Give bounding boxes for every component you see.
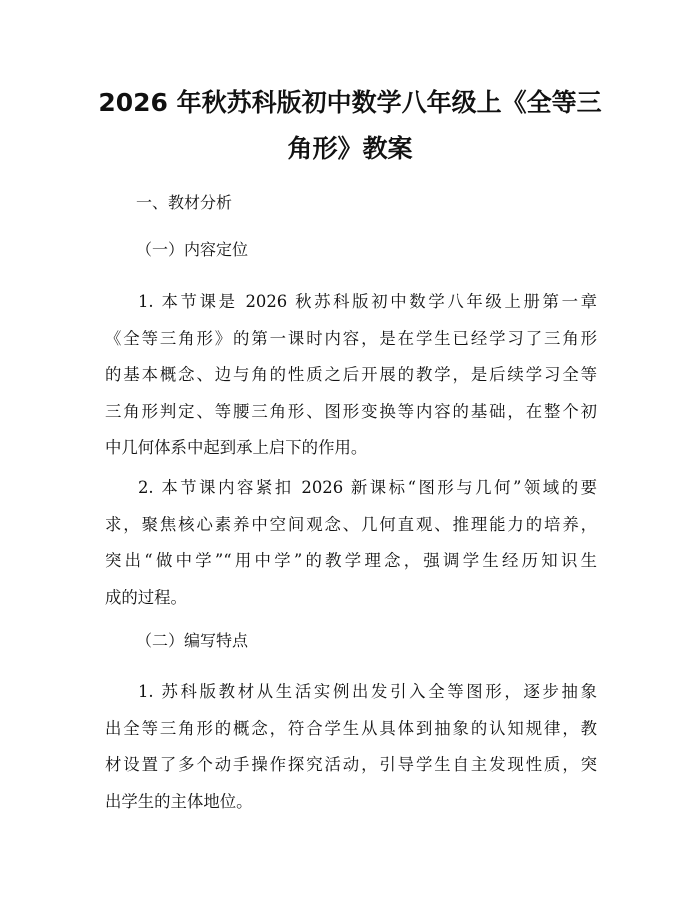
paragraph-line: 成的过程。 — [105, 587, 187, 607]
document-title — [92, 80, 608, 172]
paragraph-line: 出学生的主体地位。 — [105, 791, 253, 811]
paragraph-line: 中几何体系中起到承上启下的作用。 — [105, 438, 368, 457]
paragraph-line: 1. 苏科版教材从生活实例出发引入全等图形，逐步抽象 — [138, 682, 597, 701]
paragraph — [105, 470, 597, 616]
subsection-heading: （一）内容定位 — [136, 240, 249, 259]
paragraph — [105, 284, 597, 467]
paragraph-line: 1. 本节课是 2026 秋苏科版初中数学八年级上册第一章 — [138, 292, 597, 311]
paragraph-line: 《全等三角形》的第一课时内容，是在学生已经学习了三角形 — [105, 328, 597, 348]
title-line: 2026 年秋苏科版初中数学八年级上《全等三 — [98, 88, 602, 117]
paragraph-line: 2. 本节课内容紧扣 2026 新课标“图形与几何”领域的要 — [138, 478, 597, 497]
paragraph-line: 的基本概念、边与角的性质之后开展的教学，是后续学习全等 — [105, 365, 597, 384]
paragraph-line: 材设置了多个动手操作探究活动，引导学生自主发现性质，突 — [105, 755, 597, 774]
paragraph — [105, 674, 597, 820]
paragraph-line: 求，聚焦核心素养中空间观念、几何直观、推理能力的培养， — [105, 514, 597, 534]
section-heading: 一、教材分析 — [136, 193, 233, 212]
title-line: 角形》教案 — [287, 134, 413, 163]
paragraph-line: 突出“做中学”“用中学”的教学理念，强调学生经历知识生 — [105, 551, 597, 570]
subsection-heading: （二）编写特点 — [136, 631, 249, 650]
paragraph-line: 出全等三角形的概念，符合学生从具体到抽象的认知规律，教 — [105, 718, 597, 738]
paragraph-line: 三角形判定、等腰三角形、图形变换等内容的基础，在整个初 — [105, 401, 597, 421]
